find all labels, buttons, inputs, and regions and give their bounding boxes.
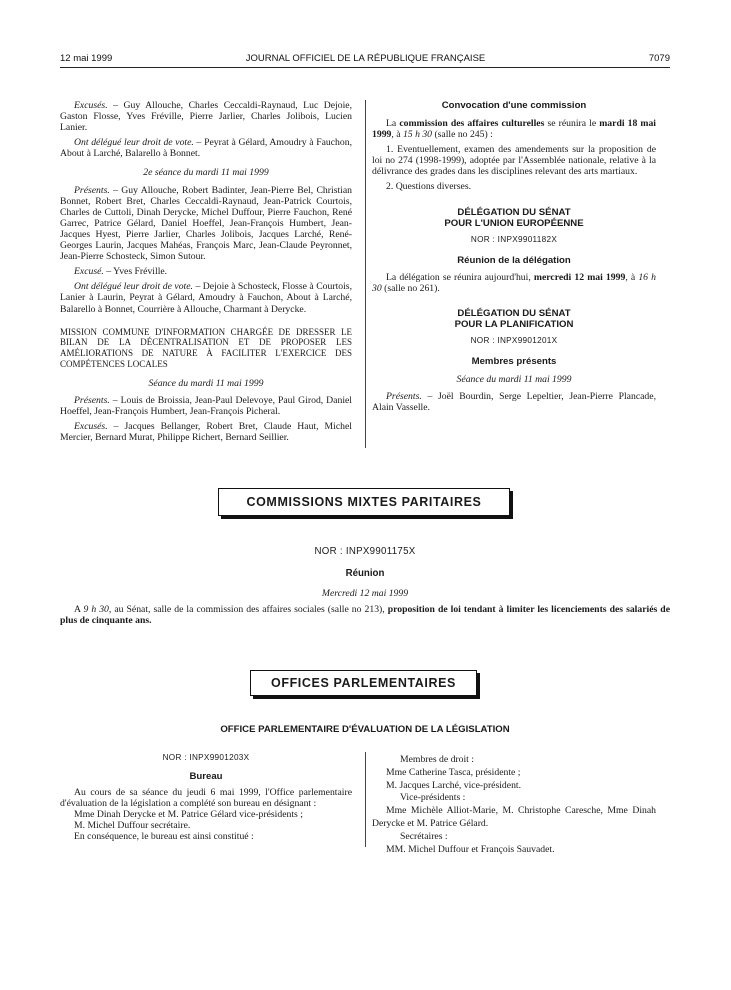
- excuses-label: Excusés.: [74, 100, 108, 111]
- presents-text: – Joël Bourdin, Serge Lepeltier, Jean-Pierre Plancade, Alain Vasselle.: [372, 391, 656, 414]
- delegue-label: Ont délégué leur droit de vote.: [74, 281, 193, 293]
- delegue-paragraph-1: [60, 137, 352, 159]
- membres-droit-label: Membres de droit :: [400, 754, 474, 765]
- reunion-text-a: , à: [625, 271, 639, 283]
- cmp-date: Mercredi 12 mai 1999: [321, 588, 409, 599]
- secretaires-list: MM. Michel Duffour et François Sauvadet.: [386, 843, 555, 855]
- presents-paragraph-3: [60, 395, 352, 417]
- presents-label: Présents.: [74, 184, 110, 196]
- cmp-nor: NOR : INPX9901175X: [314, 546, 416, 557]
- bureau-paragraph-2: Mme Dinah Derycke et M. Patrice Gélard vice-présidents ;: [74, 809, 303, 821]
- office-right-column: [372, 754, 656, 856]
- office-column-divider: [365, 752, 366, 847]
- reunion-room: (salle no 261).: [381, 282, 440, 294]
- cmp-text-mid: , au Sénat, salle de la commission des affaires sociales (salle no 213),: [108, 604, 388, 615]
- header-date: 12 mai 1999: [60, 53, 113, 64]
- reunion-title: Réunion de la délégation: [457, 254, 571, 266]
- agenda-item-2: 2. Questions diverses.: [386, 181, 472, 193]
- left-column: [60, 100, 352, 447]
- cmp-proposition: proposition de loi tendant à limiter les licenciements des salariés de plus de cinquante ans.: [60, 604, 670, 627]
- mission-title: MISSION COMMUNE D'INFORMATION CHARGÉE DE DRESSER LE BILAN DE LA DÉCENTRALISATION ET DE PROPOSER LES AMÉLIORATIONS DE NATURE À FACILITER L'EXERCICE DES COMPÉTENCES LOCALES: [60, 326, 352, 369]
- convocation-text-mid: se réunira le: [544, 118, 600, 129]
- seance-title-2: 2e séance du mardi 11 mai 1999: [143, 167, 269, 179]
- reunion-time: 16 h 30: [372, 271, 656, 294]
- convocation-title: Convocation d'une commission: [441, 100, 587, 111]
- delegue-label: Ont délégué leur droit de vote.: [74, 137, 194, 149]
- cmp-paragraph: [60, 604, 670, 626]
- convocation-text-a: , à: [391, 129, 403, 141]
- vice-presidents-list: Mme Michèle Alliot-Marie, M. Christophe Caresche, Mme Dinah Derycke et M. Patrice Gélard.: [372, 805, 656, 829]
- delegue-paragraph-2: [60, 281, 352, 314]
- reunion-text-pre: La délégation se réunira aujourd'hui,: [386, 271, 534, 283]
- delegation-plan-title-line1: DÉLÉGATION DU SÉNAT: [457, 307, 571, 319]
- presents-label: Présents.: [386, 391, 422, 403]
- convocation-date: mardi 18 mai 1999: [372, 118, 656, 141]
- header-journal-title: JOURNAL OFFICIEL DE LA RÉPUBLIQUE FRANÇAISE: [245, 53, 486, 64]
- nor-reference: NOR : INPX9901201X: [470, 335, 558, 345]
- office-nor: NOR : INPX9901203X: [162, 753, 250, 762]
- convocation-room: (salle no 245) :: [432, 129, 493, 141]
- office-title: OFFICE PARLEMENTAIRE D'ÉVALUATION DE LA LÉGISLATION: [220, 724, 510, 735]
- bureau-paragraph-1: Au cours de sa séance du jeudi 6 mai 1999, l'Office parlementaire d'évaluation de la législation a complété son bureau en désignant :: [60, 787, 352, 810]
- membres-presents-title: Membres présents: [471, 355, 557, 367]
- delegue-text: – Dejoie à Schosteck, Flosse à Courtois, Lanier à Laurin, Peyrat à Gélard, Amoudry à Fauchon, About à Larché, Balarello à Bonnet, Courrière à Allouche, Charmant à Derycke.: [60, 281, 352, 315]
- cmp-section-box: [218, 488, 510, 516]
- delegation-ue-title-line1: DÉLÉGATION DU SÉNAT: [457, 206, 571, 218]
- seance-plan-title: Séance du mardi 11 mai 1999: [456, 373, 572, 385]
- presents-paragraph-2: [60, 185, 352, 263]
- delegation-ue-title-line2: POUR L'UNION EUROPÉENNE: [444, 217, 584, 229]
- cmp-reunion-title: Réunion: [345, 568, 385, 579]
- bureau-paragraph-3: M. Michel Duffour secrétaire.: [74, 820, 191, 832]
- cmp-time: 9 h 30: [83, 604, 109, 615]
- convocation-text-pre: La: [386, 118, 400, 129]
- header-page-number: 7079: [648, 53, 670, 64]
- vice-president-line: M. Jacques Larché, vice-président.: [386, 779, 522, 791]
- agenda-item-1: 1. Eventuellement, examen des amendements sur la proposition de loi no 274 (1998-1999), adoptée par l'Assemblée nationale, relative à la délivrance des grades dans les disciplines relevant des arts martiaux.: [372, 144, 656, 178]
- presidente-line: Mme Catherine Tasca, présidente ;: [386, 766, 521, 778]
- presents-plan-paragraph: [372, 391, 656, 413]
- seance-title-3: Séance du mardi 11 mai 1999: [148, 377, 264, 389]
- excuse-text: – Yves Fréville.: [103, 266, 168, 278]
- presents-text: – Louis de Broissia, Jean-Paul Delevoye, Paul Girod, Daniel Hoeffel, Jean-François Humbert, Jean-François Picheral.: [60, 394, 352, 417]
- excuses-text: – Guy Allouche, Charles Ceccaldi-Raynaud, Luc Dejoie, Gaston Flosse, Yves Fréville, Pierre Jarlier, Charles Jolibois, Lucien Lanier.: [60, 100, 352, 134]
- excuses-paragraph-3: [60, 421, 352, 443]
- delegue-text: – Peyrat à Gélard, Amoudry à Fauchon, About à Larché, Balarello à Bonnet.: [60, 137, 352, 160]
- header-rule: [60, 67, 670, 68]
- bureau-paragraph-4: En conséquence, le bureau est ainsi constitué :: [74, 831, 254, 843]
- reunion-paragraph: [372, 272, 656, 294]
- vice-presidents-label: Vice-présidents :: [400, 792, 466, 804]
- nor-reference: NOR : INPX9901182X: [470, 234, 558, 244]
- excuses-text: – Jacques Bellanger, Robert Bret, Claude Haut, Michel Mercier, Bernard Murat, Philippe Richert, Bernard Seillier.: [60, 421, 352, 444]
- convocation-paragraph: [372, 118, 656, 140]
- presents-text: – Guy Allouche, Robert Badinter, Jean-Pierre Bel, Christian Bonnet, Robert Bret, Charles Ceccaldi-Raynaud, Jean-Patrick Courtois, Charles de Cuttoli, Dinah Derycke, Michel Duffour, Pierre Fauchon, René Garrec, Patrice Gélard, Daniel Hoeffel, Jean-François Humbert, Jean-Jacques Hyest, Pierre Jarlier, Charles Jolibois, Jacques Larché, René-Georges Laurin, Jacques Mahéas, François Marc, Jean-Claude Peyronnet, Jean-Pierre Schosteck, Simon Sutour.: [60, 184, 352, 263]
- commission-name: commission des affaires culturelles: [399, 118, 545, 129]
- bureau-title: Bureau: [189, 771, 223, 783]
- delegation-plan-title-line2: POUR LA PLANIFICATION: [454, 318, 574, 330]
- excuse-paragraph-2: [60, 266, 352, 277]
- office-left-column: [60, 752, 352, 843]
- column-divider: [365, 100, 366, 448]
- cmp-text-a: A: [74, 604, 84, 615]
- presents-label: Présents.: [74, 394, 110, 406]
- right-column: [372, 100, 656, 417]
- secretaires-label: Secrétaires :: [400, 830, 448, 842]
- excuses-label: Excusés.: [74, 421, 108, 433]
- reunion-date: mercredi 12 mai 1999: [533, 271, 626, 283]
- convocation-time: 15 h 30: [402, 129, 433, 141]
- cmp-section-title: COMMISSIONS MIXTES PARITAIRES: [246, 495, 482, 509]
- excuses-paragraph-1: [60, 100, 352, 133]
- excuse-label: Excusé.: [74, 266, 104, 278]
- offices-section-title: OFFICES PARLEMENTAIRES: [271, 676, 456, 690]
- offices-section-box: [250, 670, 477, 696]
